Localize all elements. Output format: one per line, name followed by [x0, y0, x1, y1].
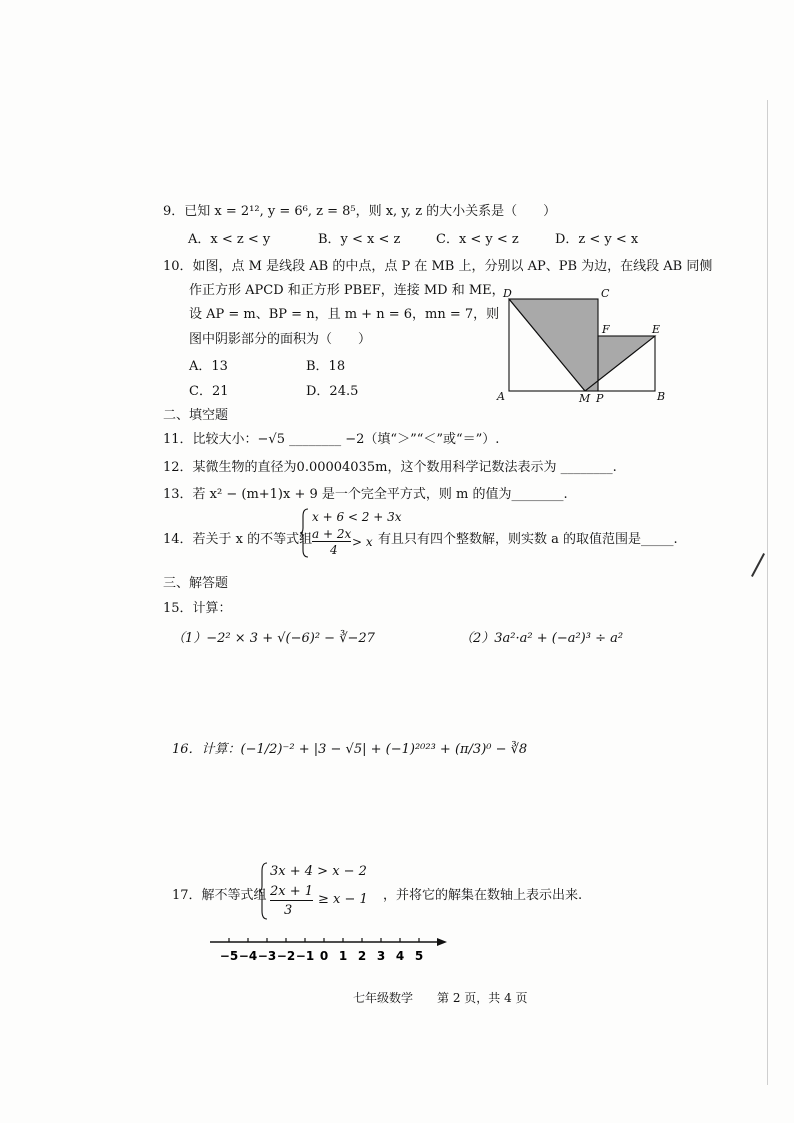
q14-ineq2-numerator: a + 2x — [312, 527, 352, 541]
q14-brace — [300, 508, 310, 558]
number-line-tick-label: −1 — [295, 949, 315, 963]
number-line-tick-label: −2 — [276, 949, 296, 963]
q17-prefix: 17．解不等式组 — [172, 888, 267, 903]
number-line-tick-label: −4 — [238, 949, 258, 963]
number-line-tick-label: 4 — [395, 949, 405, 963]
q17-ineq2-denominator: 3 — [284, 903, 293, 918]
label-c: C — [601, 287, 610, 300]
q9-stem: 9．已知 x = 2¹², y = 6⁶, z = 8⁵，则 x, y, z 的大小关系是（ ） — [163, 204, 557, 219]
number-line-tick-label: −5 — [219, 949, 239, 963]
pen-mark — [751, 553, 765, 577]
label-f: F — [602, 323, 610, 336]
q11: 11．比较大小：−√5 ________ −2（填“＞”“＜”或“＝”）. — [163, 432, 500, 447]
label-d: D — [503, 287, 512, 300]
q9-option-b: B．y < x < z — [318, 232, 401, 247]
q17-suffix: ，并将它的解集在数轴上表示出来. — [383, 888, 583, 903]
q14-ineq1: x + 6 < 2 + 3x — [312, 510, 402, 524]
shaded-region-left — [509, 299, 598, 391]
q9-option-c: C．x < y < z — [436, 232, 519, 247]
q12: 12．某微生物的直径为0.00004035m，这个数用科学记数法表示为 ________. — [163, 460, 617, 475]
label-a: A — [497, 390, 505, 403]
label-b: B — [657, 390, 666, 403]
q17-ineq2-numerator: 2x + 1 — [270, 884, 314, 899]
number-line-tick-label: 5 — [414, 949, 424, 963]
q10-option-b: B．18 — [306, 359, 346, 374]
number-line-tick-label: 0 — [319, 949, 329, 963]
q9-option-d: D．z < y < x — [555, 232, 639, 247]
label-p: P — [596, 392, 604, 403]
q16: 16．计算：(−1/2)⁻² + |3 − √5| + (−1)²⁰²³ + (π/3)⁰ − ∛8 — [172, 742, 528, 757]
number-line-tick-label: −3 — [257, 949, 277, 963]
q14-prefix: 14．若关于 x 的不等式组 — [163, 532, 313, 547]
q13: 13．若 x² − (m+1)x + 9 是一个完全平方式，则 m 的值为________. — [163, 487, 568, 502]
number-line-tick-label: 1 — [338, 949, 348, 963]
page-footer: 七年级数学 第 2 页，共 4 页 — [353, 991, 528, 1005]
q15-part1: （1）−2² × 3 + √(−6)² − ∛−27 — [172, 631, 375, 646]
section-answer-title: 三、解答题 — [163, 576, 229, 591]
q10-line4: 图中阴影部分的面积为（ ） — [189, 332, 372, 347]
label-e: E — [652, 323, 661, 336]
number-line-arrow — [437, 938, 447, 946]
q10-option-a: A．13 — [189, 359, 228, 374]
q10-line2: 作正方形 APCD 和正方形 PBEF，连接 MD 和 ME， — [189, 283, 505, 298]
q9-option-a: A．x < z < y — [188, 232, 271, 247]
q14-ineq2-denominator: 4 — [330, 543, 338, 557]
q14-ineq2-relation: > x — [352, 535, 373, 549]
q15-stem: 15．计算： — [163, 601, 232, 616]
q10-option-d: D．24.5 — [306, 384, 359, 399]
q10-geometry-figure — [495, 285, 670, 403]
q10-line3: 设 AP = m、BP = n，且 m + n = 6，mn = 7，则 — [189, 307, 500, 322]
page-edge-line — [767, 100, 768, 1085]
section-fill-in-title: 二、填空题 — [163, 408, 229, 423]
q10-option-c: C．21 — [189, 384, 229, 399]
q14-suffix: 有且只有四个整数解，则实数 a 的取值范围是_____. — [378, 532, 678, 547]
q10-line1: 10．如图，点 M 是线段 AB 的中点，点 P 在 MB 上，分别以 AP、PB 为边，在线段 AB 同侧 — [163, 259, 713, 274]
q17-ineq1: 3x + 4 > x − 2 — [270, 864, 367, 879]
number-line-tick-label: 2 — [357, 949, 367, 963]
q15-part2: （2）3a²·a² + (−a²)³ ÷ a² — [460, 631, 624, 646]
q17-brace — [259, 862, 269, 920]
q17-ineq2-relation: ≥ x − 1 — [318, 892, 368, 907]
number-line-tick-label: 3 — [376, 949, 386, 963]
number-line — [205, 935, 455, 965]
label-m: M — [579, 392, 591, 403]
